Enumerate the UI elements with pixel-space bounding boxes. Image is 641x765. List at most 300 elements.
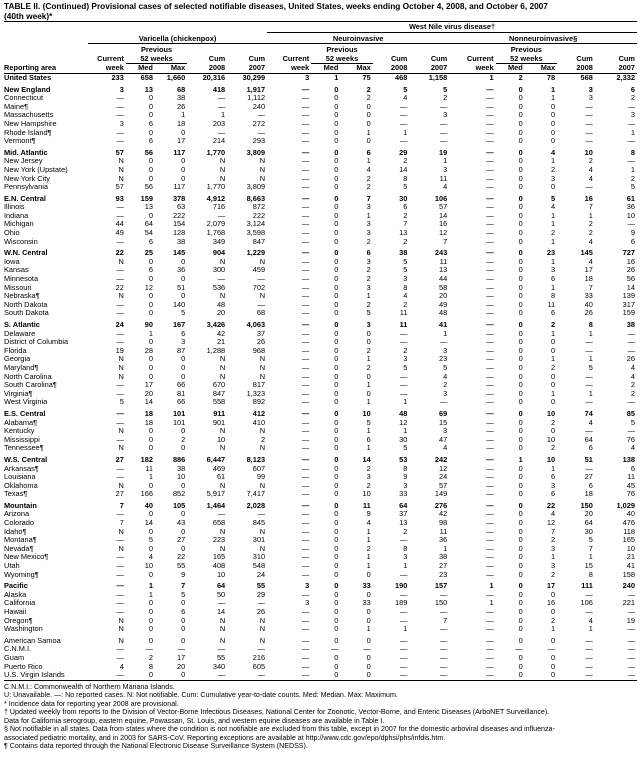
group-header-nonneuroinvasive: Nonneuroinvasive§ — [449, 32, 637, 44]
value-cell: 0 — [148, 624, 153, 634]
value-cell: — — [301, 282, 310, 292]
title-line-1: TABLE II. (Continued) Provisional cases of selected notifiable diseases, United States, weeks ending October 4, 2008, and October 6, 2007 — [4, 1, 548, 11]
value-cell: — — [515, 644, 523, 654]
value-cell: — — [257, 598, 266, 608]
value-cell: 0 — [148, 308, 153, 318]
value-cell: 0 — [181, 426, 186, 436]
value-cell: 48 — [439, 308, 448, 318]
value-cell: 0 — [550, 661, 556, 671]
value-cell: — — [409, 671, 449, 680]
value-cell: 240 — [252, 101, 266, 111]
value-cell: — — [116, 101, 124, 111]
value-cell: — — [301, 308, 310, 318]
value-cell: 0 — [334, 173, 339, 183]
value-cell: — — [486, 397, 494, 407]
value-cell: 0 — [518, 518, 523, 528]
reporting-area-cell: Mountain — [4, 500, 37, 510]
reporting-area-cell: Delaware — [4, 329, 36, 338]
col-cum: Cum — [390, 54, 408, 64]
value-cell: — — [585, 397, 593, 407]
value-cell: 0 — [550, 635, 556, 645]
value-cell: 22 — [115, 248, 124, 258]
value-cell: 2 — [550, 164, 556, 174]
table-row — [4, 275, 637, 284]
table-row — [4, 499, 637, 511]
value-cell: — — [116, 589, 124, 599]
value-cell: 1 — [443, 328, 448, 338]
value-cell: 1 — [181, 110, 186, 120]
value-cell: 10 — [362, 489, 371, 499]
value-cell: — — [627, 328, 635, 338]
table-row — [4, 645, 637, 654]
value-cell: 38 — [626, 320, 635, 329]
reporting-area-cell: Kansas — [4, 266, 29, 275]
value-cell: 17 — [584, 265, 593, 275]
value-cell: 1 — [334, 72, 339, 82]
value-cell: 19 — [626, 615, 635, 625]
value-cell: 3 — [443, 110, 448, 120]
value-cell: 0 — [518, 337, 523, 347]
value-cell: 0 — [518, 156, 523, 166]
value-cell: 49 — [439, 299, 448, 309]
value-cell: 3 — [403, 274, 408, 284]
value-cell: — — [116, 274, 124, 284]
value-cell: 0 — [518, 624, 523, 634]
value-cell: 0 — [518, 535, 523, 545]
value-cell: 0 — [518, 635, 523, 645]
value-cell: 6 — [366, 147, 371, 157]
value-cell: 13 — [144, 202, 153, 212]
table-row — [4, 473, 637, 482]
value-cell: 1,158 — [428, 72, 448, 82]
value-cell: 2 — [630, 388, 635, 398]
value-cell: N — [219, 291, 226, 301]
value-cell: N — [259, 371, 266, 381]
value-cell: — — [439, 136, 448, 146]
value-cell: — — [301, 661, 310, 671]
value-cell: 702 — [252, 282, 266, 292]
value-cell: — — [486, 472, 494, 482]
value-cell: 0 — [518, 202, 523, 212]
value-cell: 0 — [334, 589, 339, 599]
table-row — [4, 427, 637, 436]
value-cell: N — [259, 480, 266, 490]
col-current: Current — [282, 54, 310, 64]
value-cell: 38 — [177, 93, 186, 103]
value-cell: — — [486, 518, 494, 528]
value-cell: — — [116, 328, 124, 338]
value-cell: 17 — [177, 652, 186, 662]
reporting-area-cell: C.N.M.I. — [4, 645, 32, 654]
value-cell: 6 — [550, 308, 556, 318]
reporting-area-cell: Minnesota — [4, 275, 39, 284]
value-cell: — — [486, 320, 494, 329]
value-cell: — — [301, 472, 310, 482]
value-cell: N — [259, 173, 266, 183]
reporting-area-cell: S. Atlantic — [4, 320, 40, 329]
footnote-line: † Updated weekly from reports to the Division of Vector-Borne Infectious Diseases, National Center for Zoonotic, Vector-Borne, and Enteric Diseases (ArboNET Surveillance). — [4, 708, 550, 717]
footnote-line: § Not notifiable in all states. Data from states where the condition is not notifiable are excluded from this table, except in 2007 for the domestic arboviral diseases and influenza- — [4, 725, 555, 734]
value-cell: 817 — [252, 380, 266, 390]
col-2007: 2007 — [595, 64, 637, 74]
value-cell: 0 — [148, 274, 153, 284]
value-cell: 242 — [434, 454, 448, 464]
reporting-area-cell: Iowa — [4, 257, 20, 266]
reporting-area-cell: E.S. Central — [4, 408, 46, 418]
value-cell: 716 — [212, 202, 226, 212]
table-row — [4, 192, 637, 204]
value-cell: 19 — [115, 345, 124, 355]
value-cell: 1,229 — [246, 248, 266, 258]
reporting-area-cell: U.S. Virgin Islands — [4, 671, 88, 680]
value-cell: 12 — [399, 417, 408, 427]
value-cell: 0 — [334, 489, 339, 499]
value-cell: 1 — [366, 397, 371, 407]
value-cell: 4 — [550, 202, 556, 212]
value-cell: 2 — [366, 236, 371, 246]
value-cell: 2 — [630, 93, 635, 103]
value-cell: 1,029 — [616, 500, 635, 510]
value-cell: 0 — [518, 93, 523, 103]
value-cell: — — [486, 127, 494, 137]
value-cell: — — [585, 371, 593, 381]
value-cell: 30 — [399, 434, 408, 444]
value-cell: — — [486, 328, 494, 338]
value-cell: 9 — [366, 509, 371, 519]
value-cell: — — [627, 345, 635, 355]
value-cell: 0 — [334, 569, 339, 579]
value-cell: 0 — [334, 101, 339, 111]
value-cell: 44 — [439, 274, 448, 284]
value-cell: 0 — [334, 93, 339, 103]
table-row — [4, 364, 637, 373]
table-body — [4, 73, 637, 680]
value-cell: 7 — [588, 543, 593, 553]
table-row — [4, 238, 637, 247]
value-cell: N — [219, 615, 226, 625]
group-header-neuroinvasive: Neuroinvasive — [267, 32, 449, 44]
value-cell: 3 — [630, 110, 635, 120]
value-cell: — — [116, 408, 124, 418]
value-cell: 0 — [148, 256, 153, 266]
value-cell: 165 — [212, 552, 226, 562]
value-cell: — — [399, 589, 408, 599]
value-cell: 7 — [550, 526, 556, 536]
value-cell: 2 — [550, 362, 556, 372]
value-cell: — — [486, 526, 494, 536]
value-cell: — — [486, 84, 494, 94]
value-cell: 6 — [630, 84, 635, 94]
value-cell: — — [439, 661, 448, 671]
value-cell: 10 — [546, 454, 556, 464]
value-cell: — — [627, 337, 635, 347]
value-cell: — — [439, 397, 448, 407]
value-cell: 2 — [550, 535, 556, 545]
value-cell: — — [217, 274, 226, 284]
value-cell: — — [301, 147, 310, 157]
table-row — [4, 671, 637, 680]
value-cell: — — [301, 552, 310, 562]
value-cell: 0 — [148, 598, 153, 608]
value-cell: 149 — [434, 489, 448, 499]
value-cell: 0 — [518, 274, 523, 284]
value-cell: 10 — [362, 408, 371, 418]
value-cell: 78 — [546, 72, 556, 82]
value-cell: 847 — [212, 388, 226, 398]
value-cell: 3 — [550, 173, 556, 183]
footnotes — [4, 683, 637, 751]
value-cell: — — [486, 236, 494, 246]
value-cell: 0 — [181, 256, 186, 266]
value-cell: 233 — [111, 72, 124, 82]
value-cell: — — [439, 589, 448, 599]
value-cell: — — [486, 93, 494, 103]
value-cell: 4 — [403, 93, 408, 103]
super-header: West Nile virus disease† — [267, 22, 637, 33]
value-cell: 0 — [148, 371, 153, 381]
value-cell: — — [627, 661, 635, 671]
value-cell: 1 — [550, 328, 556, 338]
value-cell: 658 — [140, 72, 153, 82]
value-cell: 3,598 — [246, 228, 266, 238]
value-cell: 0 — [148, 607, 153, 616]
value-cell: — — [486, 615, 494, 625]
value-cell: 1 — [550, 256, 556, 266]
value-cell: 4 — [119, 661, 124, 671]
col-week: week — [267, 64, 311, 74]
value-cell: 40 — [584, 299, 593, 309]
value-cell: N — [219, 624, 226, 634]
reporting-area-cell: Rhode Island¶ — [4, 128, 52, 137]
reporting-area-cell: South Dakota — [4, 309, 49, 318]
reporting-area-cell: American Samoa — [4, 635, 61, 645]
value-cell: — — [439, 337, 448, 347]
value-cell: 61 — [626, 193, 635, 203]
value-cell: 2 — [366, 362, 371, 372]
value-cell: — — [301, 320, 310, 329]
value-cell: 2 — [366, 182, 371, 192]
value-cell: N — [219, 354, 226, 364]
value-cell: 1 — [443, 156, 448, 166]
value-cell: 64 — [584, 434, 593, 444]
value-cell: 2 — [366, 463, 371, 473]
col-52weeks: 52 weeks — [510, 53, 543, 63]
value-cell: — — [585, 426, 593, 436]
value-cell: 2,028 — [246, 500, 266, 510]
value-cell: N — [118, 156, 124, 166]
value-cell: 23 — [439, 354, 448, 364]
col-current: Current — [466, 54, 494, 64]
value-cell: 0 — [148, 509, 153, 519]
value-cell: 22 — [177, 552, 186, 562]
value-cell: 1 — [366, 552, 371, 562]
table-row — [4, 599, 637, 608]
value-cell: — — [301, 202, 310, 212]
value-cell: 0 — [148, 173, 153, 183]
value-cell: 4 — [588, 236, 593, 246]
value-cell: 1 — [366, 127, 371, 137]
col-max: Max — [525, 64, 557, 74]
col-52weeks: 52 weeks — [140, 53, 173, 63]
value-cell: 5,917 — [206, 489, 226, 499]
value-cell: — — [217, 644, 226, 654]
value-cell: 1,917 — [246, 84, 266, 94]
value-cell: 2 — [366, 274, 371, 284]
value-cell: N — [219, 443, 226, 453]
value-cell: — — [486, 408, 494, 418]
value-cell: 38 — [177, 236, 186, 246]
table-row — [4, 157, 637, 166]
value-cell: 4 — [630, 362, 635, 372]
value-cell: 0 — [550, 426, 556, 436]
value-cell: 2 — [518, 72, 523, 82]
reporting-area-cell: Maryland¶ — [4, 363, 39, 372]
value-cell: — — [301, 328, 310, 338]
value-cell: — — [486, 443, 494, 453]
value-cell: 0 — [181, 127, 186, 137]
value-cell: 18 — [144, 408, 153, 418]
value-cell: 459 — [252, 265, 266, 275]
value-cell: 55 — [177, 561, 186, 571]
col-week: week — [449, 64, 495, 74]
col-med: Med — [496, 64, 525, 74]
value-cell: 1 — [403, 397, 408, 407]
value-cell: — — [627, 397, 635, 407]
value-cell: — — [116, 463, 124, 473]
reporting-area-cell: Washington — [4, 625, 43, 634]
value-cell: 0 — [518, 607, 523, 616]
value-cell: 0 — [334, 248, 339, 258]
value-cell: 74 — [584, 408, 593, 418]
value-cell: N — [219, 526, 226, 536]
value-cell: 2 — [366, 93, 371, 103]
value-cell: 0 — [334, 552, 339, 562]
value-cell: 4 — [443, 443, 448, 453]
value-cell: 5 — [366, 417, 371, 427]
value-cell: — — [627, 635, 635, 645]
table-row — [4, 229, 637, 238]
value-cell: N — [118, 426, 124, 436]
value-cell: 22 — [546, 500, 556, 510]
value-cell: 18 — [584, 274, 593, 284]
value-cell: — — [627, 607, 635, 616]
value-cell: 13 — [144, 84, 153, 94]
value-cell: 221 — [622, 598, 635, 608]
value-cell: 0 — [334, 127, 339, 137]
value-cell: 0 — [518, 84, 523, 94]
value-cell: 6 — [148, 118, 153, 128]
value-cell: 0 — [518, 569, 523, 579]
value-cell: 18 — [144, 417, 153, 427]
value-cell: 0 — [518, 543, 523, 553]
value-cell: 10 — [626, 210, 635, 220]
value-cell: 3 — [366, 472, 371, 482]
value-cell: — — [301, 193, 310, 203]
value-cell: — — [399, 328, 408, 338]
value-cell: — — [301, 426, 310, 436]
value-cell: — — [486, 569, 494, 579]
value-cell: — — [486, 202, 494, 212]
value-cell: — — [301, 543, 310, 553]
value-cell: — — [301, 127, 310, 137]
value-cell: 0 — [334, 282, 339, 292]
value-cell: 0 — [518, 136, 523, 146]
value-cell: 138 — [622, 454, 635, 464]
value-cell: — — [399, 569, 408, 579]
value-cell: 1 — [489, 72, 494, 82]
table-row — [4, 490, 637, 499]
value-cell: 2 — [148, 652, 153, 662]
reporting-area-cell: Alaska — [4, 590, 27, 599]
value-cell: — — [486, 362, 494, 372]
value-cell: — — [116, 265, 124, 275]
table-row — [4, 553, 637, 562]
value-cell: 21 — [216, 337, 226, 347]
value-cell: 7 — [588, 282, 593, 292]
col-2007: 2007 — [409, 64, 449, 74]
value-cell: — — [116, 202, 124, 212]
value-cell: 2 — [588, 228, 593, 238]
value-cell: 11 — [547, 299, 556, 309]
value-cell: 1 — [550, 463, 556, 473]
value-cell: 0 — [148, 526, 153, 536]
reporting-area-cell: Nevada¶ — [4, 544, 34, 553]
value-cell: 872 — [252, 202, 266, 212]
value-cell: 0 — [334, 615, 339, 625]
value-cell: 1 — [550, 210, 556, 220]
value-cell: 43 — [177, 518, 186, 528]
value-cell: 5 — [119, 397, 124, 407]
value-cell: 0 — [334, 661, 339, 671]
value-cell: — — [301, 454, 310, 464]
value-cell: 0 — [518, 434, 523, 444]
value-cell: 27 — [177, 535, 186, 545]
value-cell: N — [259, 256, 266, 266]
value-cell: 6 — [550, 489, 556, 499]
value-cell: 49 — [115, 228, 124, 238]
value-cell: 118 — [623, 526, 635, 536]
value-cell: 3 — [588, 84, 593, 94]
value-cell: 0 — [148, 480, 153, 490]
value-cell: 20,316 — [202, 72, 226, 82]
value-cell: 0 — [334, 607, 339, 616]
value-cell: 0 — [334, 454, 339, 464]
value-cell: 17 — [177, 136, 186, 146]
col-previous: Previous — [326, 45, 358, 55]
value-cell: 886 — [172, 454, 186, 464]
value-cell: 0 — [334, 380, 339, 390]
value-cell: 4,912 — [206, 193, 226, 203]
value-cell: 1 — [148, 581, 153, 591]
value-cell: 2 — [588, 156, 593, 166]
value-cell: 0 — [518, 408, 523, 418]
table-row — [4, 536, 637, 545]
value-cell: 1 — [588, 354, 593, 364]
value-cell: 0 — [334, 472, 339, 482]
value-cell: — — [301, 265, 310, 275]
value-cell: 3 — [366, 202, 371, 212]
value-cell: 55 — [256, 581, 266, 591]
value-cell: — — [585, 589, 593, 599]
value-cell: — — [439, 101, 448, 111]
reporting-area-cell: Virginia¶ — [4, 389, 33, 398]
value-cell: 0 — [518, 182, 523, 192]
value-cell: 222 — [252, 210, 266, 220]
value-cell: — — [399, 652, 408, 662]
value-cell: 158 — [622, 569, 635, 579]
value-cell: — — [627, 426, 635, 436]
value-cell: 222 — [172, 210, 186, 220]
